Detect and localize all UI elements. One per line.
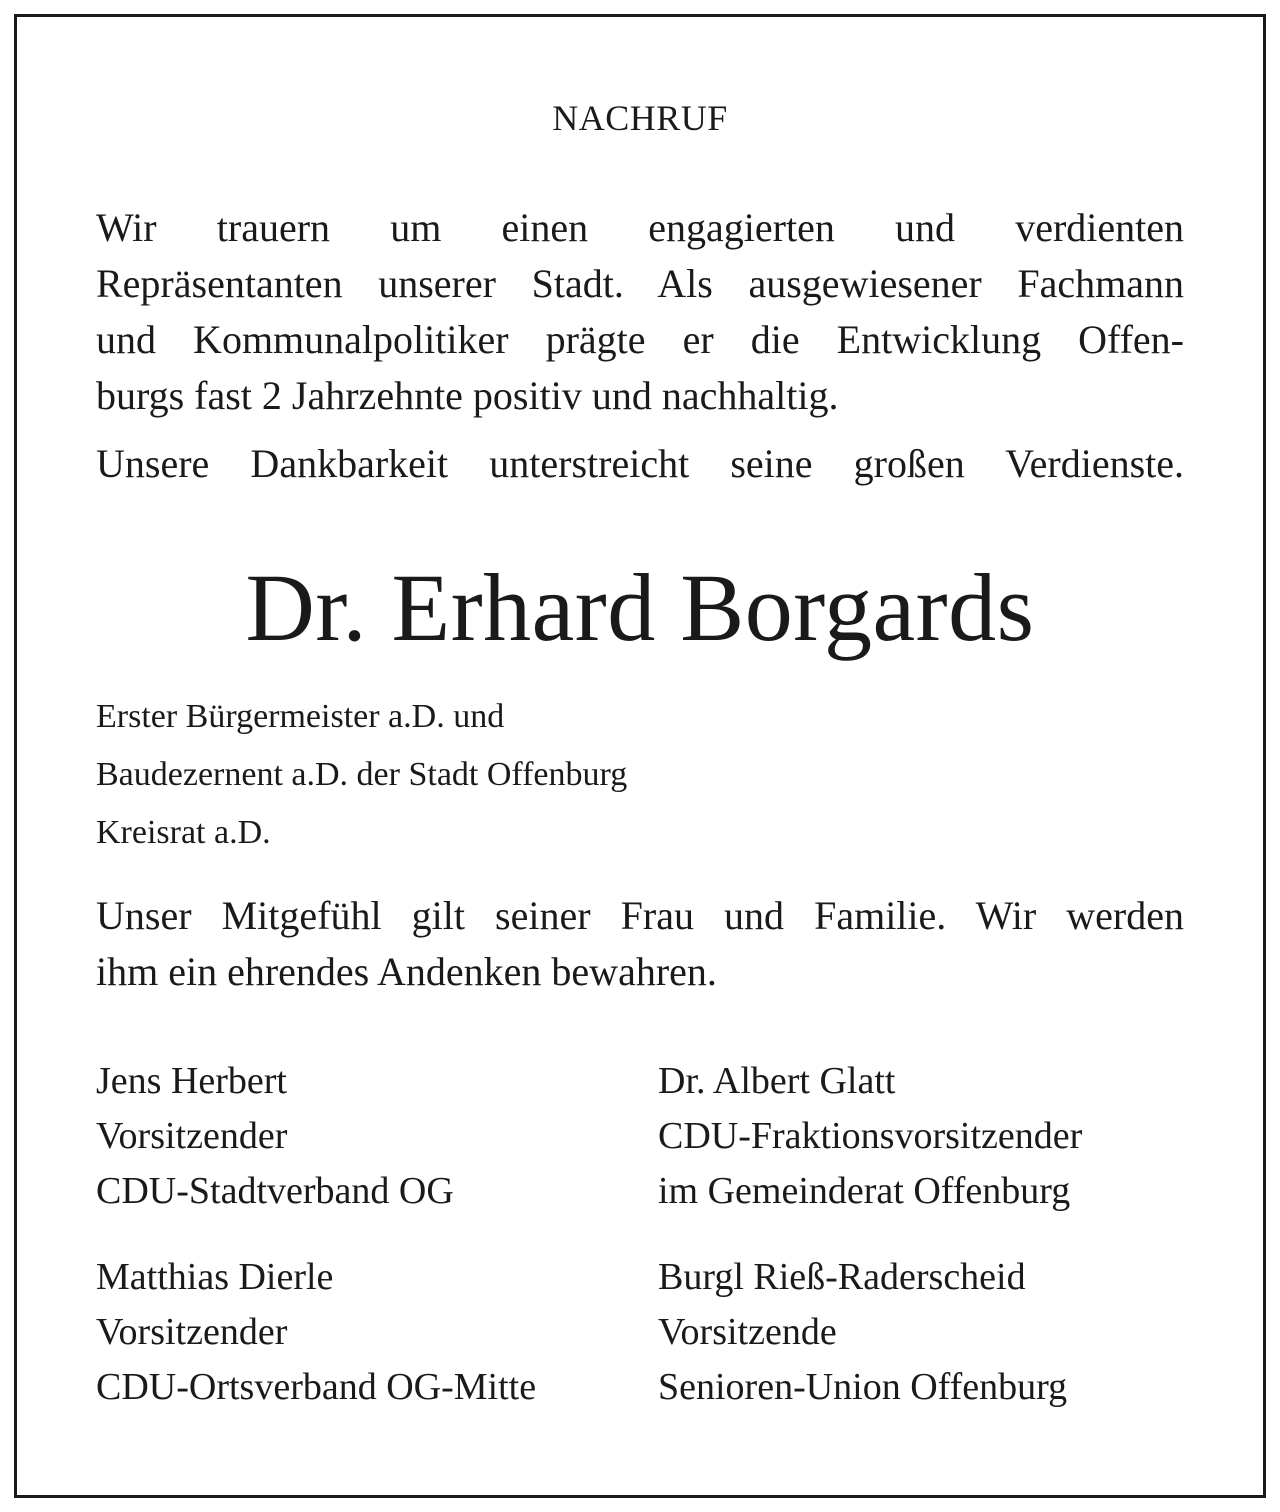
title-line: Erster Bürgermeister a.D. und bbox=[96, 698, 505, 735]
signer-role: Vorsitzender bbox=[96, 1311, 288, 1353]
condolence-line: ihm ein ehrendes Andenken bewahren. bbox=[96, 949, 717, 994]
signer bbox=[658, 1054, 1198, 1219]
signer bbox=[96, 1250, 636, 1415]
deceased-name: Dr. Erhard Borgards bbox=[245, 554, 1035, 661]
signer-name: Matthias Dierle bbox=[96, 1256, 334, 1298]
intro-paragraph bbox=[96, 200, 1184, 424]
signer-org: Senioren-Union Offenburg bbox=[658, 1366, 1068, 1408]
signer-role: CDU-Fraktionsvorsitzender bbox=[658, 1115, 1083, 1157]
intro-line: und Kommunalpolitiker prägte er die Entwicklung Offen- bbox=[96, 317, 1184, 362]
intro-line: burgs fast 2 Jahrzehnte positiv und nachhaltig. bbox=[96, 373, 839, 418]
gratitude-line: Unsere Dankbarkeit unterstreicht seine großen Verdienste. bbox=[96, 441, 1184, 486]
signer-role: Vorsitzende bbox=[658, 1311, 837, 1353]
signer bbox=[96, 1054, 636, 1219]
signer-name: Jens Herbert bbox=[96, 1060, 287, 1102]
signer-name: Burgl Rieß-Raderscheid bbox=[658, 1256, 1026, 1298]
condolence-line: Unser Mitgefühl gilt seiner Frau und Familie. Wir werden bbox=[96, 893, 1184, 938]
signer-name: Dr. Albert Glatt bbox=[658, 1060, 896, 1102]
signer bbox=[658, 1250, 1198, 1415]
gratitude-paragraph bbox=[96, 436, 1184, 492]
title-line: Baudezernent a.D. der Stadt Offenburg bbox=[96, 756, 628, 793]
deceased-titles bbox=[96, 688, 1184, 862]
condolence-paragraph bbox=[96, 888, 1184, 1000]
obituary-heading: NACHRUF bbox=[552, 98, 728, 138]
title-line: Kreisrat a.D. bbox=[96, 814, 271, 851]
signer-org: im Gemeinderat Offenburg bbox=[658, 1170, 1071, 1212]
signer-org: CDU-Stadtverband OG bbox=[96, 1170, 454, 1212]
intro-line: Wir trauern um einen engagierten und verdienten bbox=[96, 205, 1184, 250]
signer-role: Vorsitzender bbox=[96, 1115, 288, 1157]
intro-line: Repräsentanten unserer Stadt. Als ausgewiesener Fachmann bbox=[96, 261, 1184, 306]
signer-org: CDU-Ortsverband OG-Mitte bbox=[96, 1366, 537, 1408]
